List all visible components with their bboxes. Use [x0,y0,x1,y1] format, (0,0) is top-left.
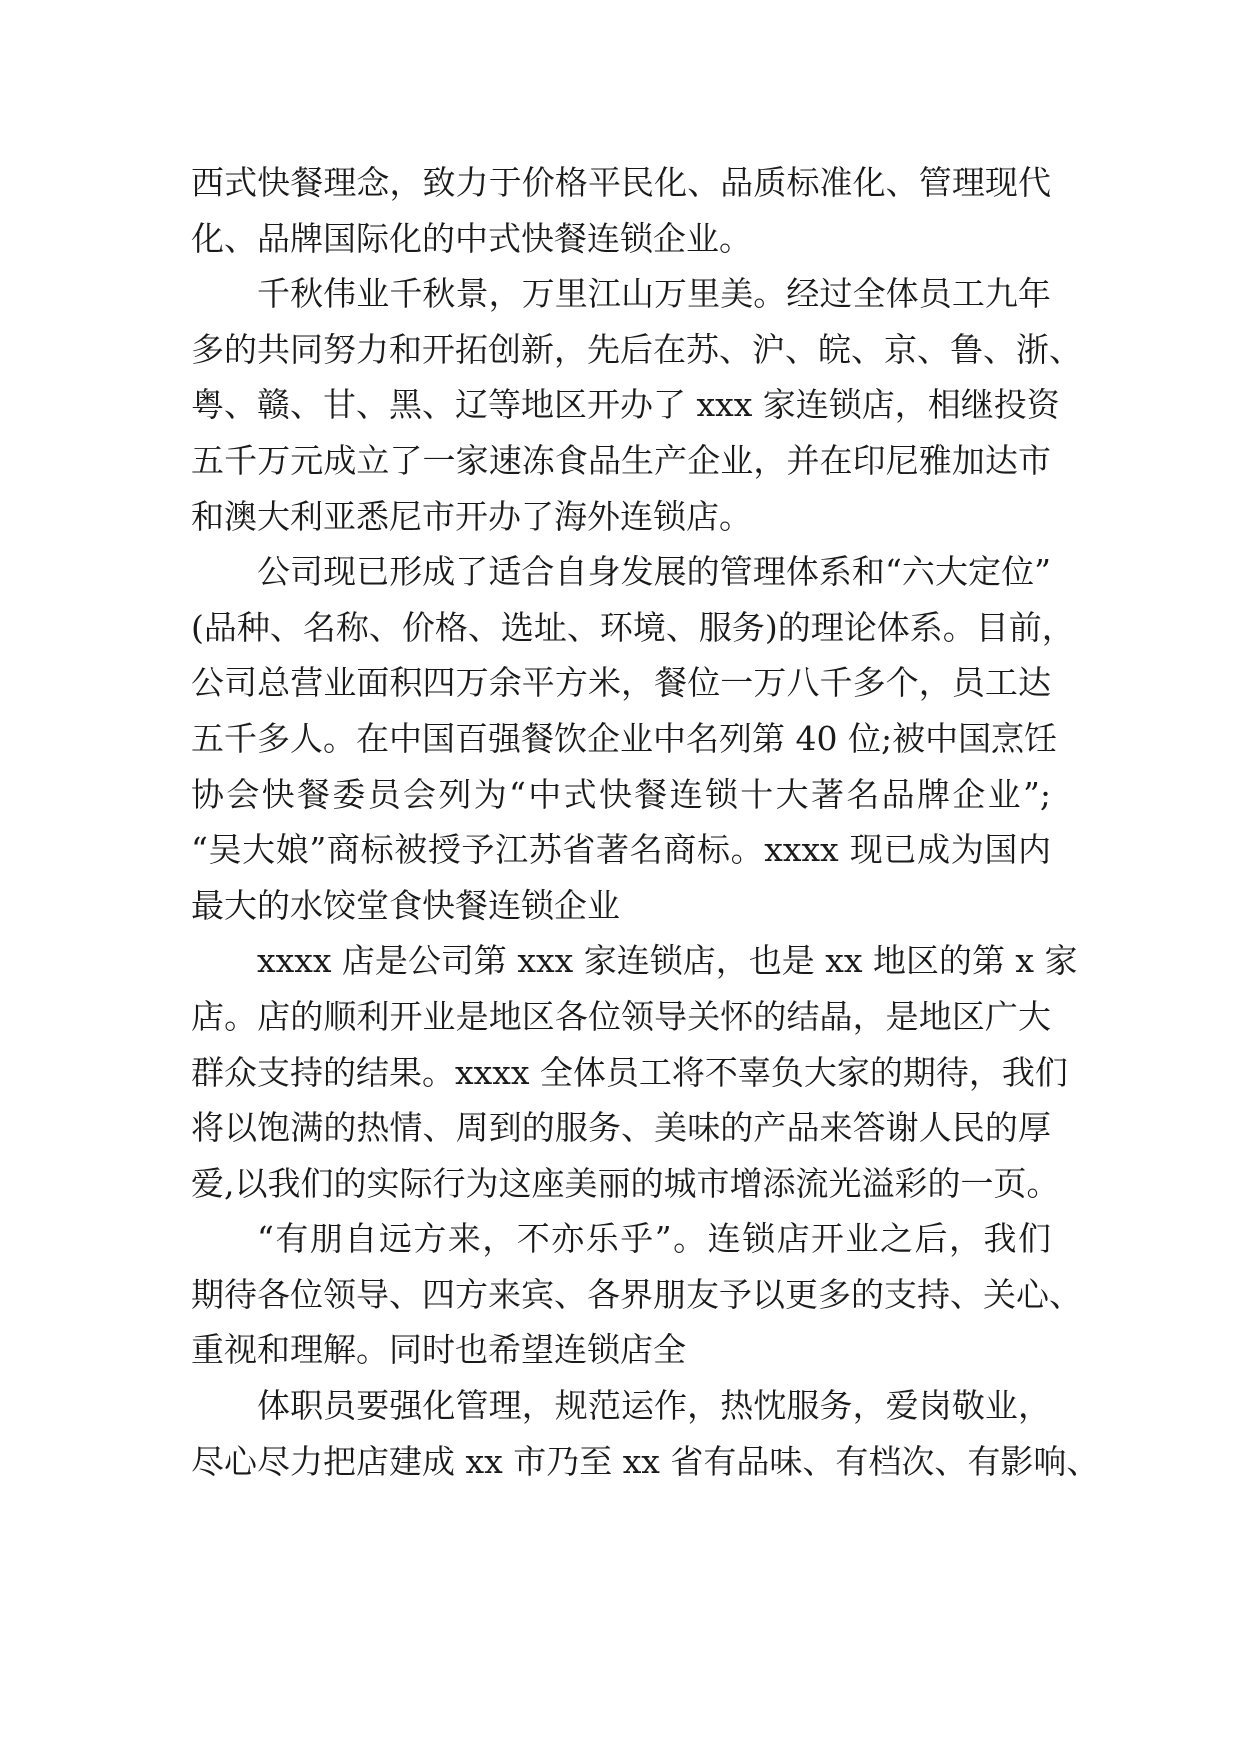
text-line: 最大的水饺堂食快餐连锁企业 [191,885,620,925]
text-line: 店。店的顺利开业是地区各位领导关怀的结晶，是地区广大 [191,996,1051,1036]
text-line: 爱,以我们的实际行为这座美丽的城市增添流光溢彩的一页。 [191,1163,1060,1203]
text-line: “吴大娘”商标被授予江苏省著名商标。xxxx 现已成为国内 [191,830,1051,870]
text-line: 体职员要强化管理，规范运作，热忱服务，爱岗敬业， [257,1386,1051,1426]
text-line: 五千多人。在中国百强餐饮企业中名列第 40 位;被中国烹饪 [191,718,1058,758]
text-line: xxxx 店是公司第 xxx 家连锁店，也是 xx 地区的第 x 家 [257,941,1078,981]
text-line: 公司现已形成了适合自身发展的管理体系和“六大定位” [257,552,1051,592]
text-line: 重视和理解。同时也希望连锁店全 [191,1330,686,1370]
text-line: 群众支持的结果。xxxx 全体员工将不辜负大家的期待，我们 [191,1052,1068,1092]
text-line: 化、品牌国际化的中式快餐连锁企业。 [191,218,752,258]
text-line: 西式快餐理念，致力于价格平民化、品质标准化、管理现代 [191,163,1051,202]
text-line: 多的共同努力和开拓创新，先后在苏、沪、皖、京、鲁、浙、 [191,329,1082,369]
body-text [191,155,1100,1489]
text-line: 粤、赣、甘、黑、辽等地区开办了 xxx 家连锁店，相继投资 [191,385,1060,425]
text-line: 尽心尽力把店建成 xx 市乃至 xx 省有品味、有档次、有影响、 [191,1441,1100,1481]
text-line: 千秋伟业千秋景，万里江山万里美。经过全体员工九年 [257,274,1051,314]
text-line: “有朋自远方来，不亦乐乎”。连锁店开业之后，我们 [257,1219,1051,1259]
text-line: 期待各位领导、四方来宾、各界朋友予以更多的支持、关心、 [191,1274,1082,1314]
text-line: 协会快餐委员会列为“中式快餐连锁十大著名品牌企业”; [191,774,1051,814]
text-line: 公司总营业面积四万余平方米，餐位一万八千多个，员工达 [191,663,1051,703]
text-line: 将以饱满的热情、周到的服务、美味的产品来答谢人民的厚 [191,1108,1051,1148]
text-line: (品种、名称、价格、选址、环境、服务)的理论体系。目前， [191,607,1075,647]
text-line: 和澳大利亚悉尼市开办了海外连锁店。 [191,496,752,536]
text-line: 五千万元成立了一家速冻食品生产企业，并在印尼雅加达市 [191,440,1051,480]
